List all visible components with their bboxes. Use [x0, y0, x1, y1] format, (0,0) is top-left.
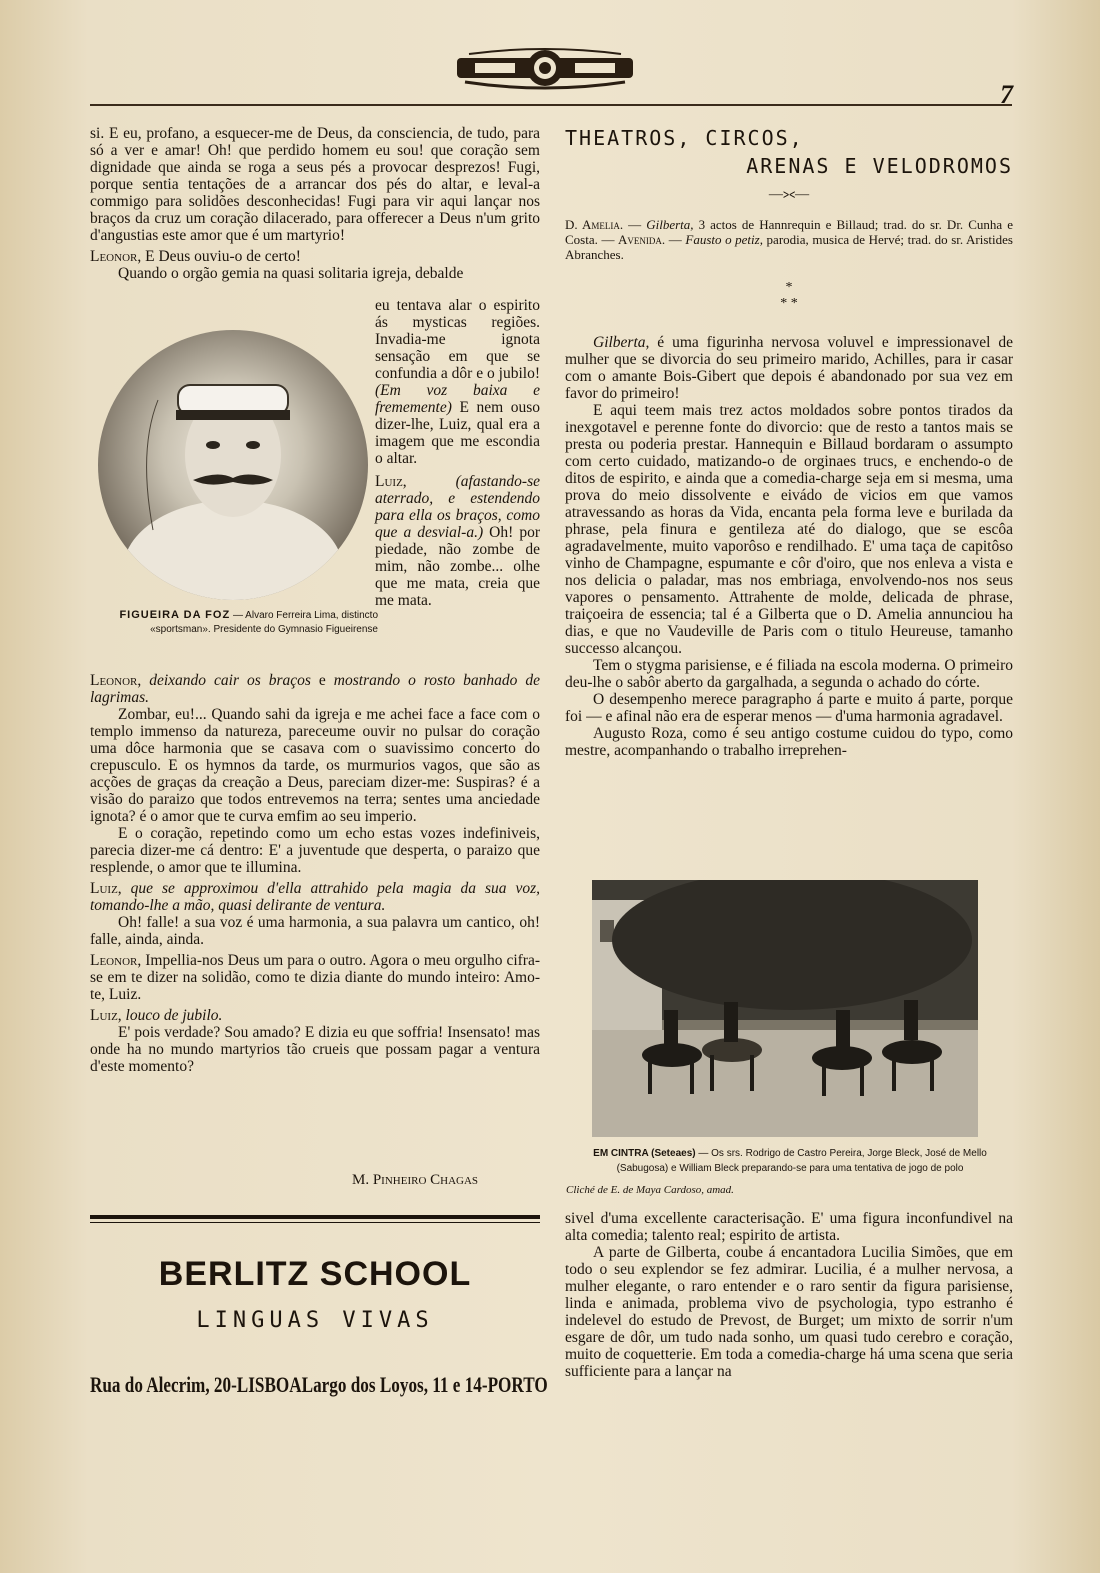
stage-direction: mostrando o rosto banhado de lagrimas.: [90, 672, 540, 706]
caption-place: FIGUEIRA DA FOZ: [119, 609, 231, 621]
address-porto: Largo dos Loyos, 11 e 14-PORTO: [301, 1372, 548, 1397]
theatre-listing: D. Amelia. — Gilberta, 3 actos de Hannrequin e Billaud; trad. do sr. Dr. Cunha e Costa. — Avenida. — Fausto o petiz, parodia, musica de Hervé; trad. do sr. Aristides Abranches.: [565, 217, 1013, 262]
paragraph: [90, 952, 540, 1003]
paragraph: E o coração, repetindo como um echo estas vozes indefiniveis, parecia dizer-me cá dentro: E' a juventude que desperta, o paraizo que resplende, o amor que te illumina.: [90, 825, 540, 876]
stage-direction: (afastando-se aterrado, e estendendo para ella os braços, como que a desvial-a.): [375, 473, 540, 541]
ad-divider: [90, 1215, 540, 1219]
paragraph: A parte de Gilberta, coube á encantadora Lucilia Simões, que em todo o seu explendor se fez admirar. Lucilia, é a mulher nervosa, a mulher elegante, o raro entender e o raro sentir da figura parisiense, linda e animada, problema vivo de psychologia, typo estranho é indelevel do estudo de Prevost, de Burget; um mixto de sorrir n'um esgare de dôr, um tudo nada sonho, um quasi tudo cerebro e coração, muito de coquetterie. Em toda a comedia-charge há uma scena que seria sufficiente para a lançar na: [565, 1244, 1013, 1380]
caption-place: EM CINTRA (Seteaes): [593, 1148, 696, 1159]
stage-direction: deixando cair os braços: [141, 672, 311, 689]
section-title-line2: ARENAS E VELODROMOS: [746, 154, 1013, 178]
speech: eu tentava alar o espirito ás mysticas regiões. Invadia-me ignota sensação em que se confundia a dôr e o jubilo!: [375, 297, 540, 382]
speaker-name: Leonor,: [90, 952, 142, 969]
theatre-name: D. Amelia.: [565, 217, 624, 232]
play-title: Gilberta,: [646, 217, 694, 232]
polo-riders-photo: [592, 880, 978, 1137]
header-rule: [90, 104, 1012, 106]
play-title: Gilberta,: [593, 334, 650, 351]
masthead-logo: [455, 44, 635, 92]
left-column: [90, 125, 540, 282]
paragraph: Zombar, eu!... Quando sahi da igreja e me achei face a face com o templo immenso da natureza, pareceume ouvir no pulsar do coração uma dôce harmonia que se casava com o suavissimo concerto do crepusculo. E os hymnos da tarde, os murmurios vagos, que são as acções de graças da creação a Deus, pareciam dizer-me: Suspiras? é a visão do paraizo que todos entrevemos na terra; sentes uma anciedade ignota? é o amor que te curva emfim ao seu imperio.: [90, 706, 540, 825]
section-title-line1: THEATROS, CIRCOS,: [565, 126, 804, 150]
photo-credit: Cliché de E. de Maya Cardoso, amad.: [566, 1184, 734, 1196]
caption-text: — Alvaro Ferreira Lima, distincto «sportsman». Presidente do Gymnasio Figueirense: [150, 610, 378, 635]
paragraph: Augusto Roza, como é seu antigo costume cuidou do typo, como mestre, acompanhando o trabalho irreprehen-: [565, 725, 1013, 759]
ornament-divider: —⪥—: [768, 187, 810, 202]
portrait-photo: [98, 330, 368, 600]
speaker-name: Luiz,: [90, 1007, 122, 1024]
right-column-lower: [565, 1210, 1013, 1380]
paragraph: E aqui teem mais trez actos moldados sobre pontos tirados da inexgotavel e perenne fonte do divorcio: que de resto a tantos mais se presta ou poderia prestar. Hannequin e Billaud bordaram o assumpto com certo cuidado, matizando-o de orginaes trucs, e enchendo-o de ditos de espirito, e ainda que a comedia-charge seja em si mesma, uma prova do meio dissolvente e eivádo de vicios em que vamos atravessando as horas da Vida, encanta pela forma leve e burilada da phrase, pela finura e gentileza até do dialogo, que se escôa agradavelmente, muito vaporôso e rendilhado. E' uma taça de capitôso vinho de Champagne, espumante e côr d'oiro, que nos enleva a vista e nos delicia o paladar, mas nos embriaga, envolvendo-nos nos seus vapores o pensamento. Attrahente de molde, delicada de phrase, traiçoeira de essencia; tal é a Gilberta que o D. Amelia annunciou ha dias, e que no Vaudeville de Paris com o titulo Heureuse, tamanho successo alcançou.: [565, 402, 1013, 657]
paragraph: sivel d'uma excellente caracterisação. E' uma figura inconfundivel na alta comedia; talento real; espirito de artista.: [565, 1210, 1013, 1244]
ad-subtitle: LINGUAS VIVAS: [196, 1308, 434, 1333]
paragraph: [90, 1007, 540, 1024]
theatre-name: Avenida.: [618, 232, 666, 247]
paragraph: [90, 248, 540, 265]
stage-direction: (Em voz baixa e frememente): [375, 382, 540, 416]
ad-title: BERLITZ SCHOOL: [158, 1255, 472, 1293]
speaker-name: Luiz,: [90, 880, 122, 897]
speech: E Deus ouviu-o de certo!: [141, 248, 301, 265]
speaker-name: Leonor,: [90, 672, 142, 689]
paragraph: [565, 334, 1013, 402]
listing-details: 3 actos de Hannrequin e Billaud; trad. do sr. Dr. Cunha e Costa. —: [565, 217, 1013, 247]
page-number: 7: [1000, 80, 1013, 109]
speech: E nem ouso dizer-lhe, Luiz, qual era a imagem que me escondia o altar.: [375, 399, 540, 467]
right-column: [565, 124, 1013, 759]
speech: Oh! por piedade, não zombe de mim, não zombe... olhe que me mata, creia que me mata.: [375, 524, 540, 609]
photo-caption: [566, 1146, 1014, 1176]
asterism: * * *: [780, 280, 798, 311]
man-with-cap-image: [98, 330, 368, 600]
paragraph: Oh! falle! a sua voz é uma harmonia, a sua palavra um cantico, oh! falle, ainda, ainda.: [90, 914, 540, 948]
paragraph: [90, 672, 540, 706]
stage-direction: louco de jubilo.: [121, 1007, 223, 1024]
ad-divider-thin: [90, 1222, 540, 1223]
left-column-lower: [90, 672, 540, 1075]
paragraph: Tem o stygma parisiense, e é filiada na escola moderna. O primeiro deu-lhe o sabôr aberto da gargalhada, a segunda o achado do córte.: [565, 657, 1013, 691]
paragraph: O desempenho merece paragrapho á parte e muito á parte, porque foi — e afinal não era de esperar menos — d'uma harmonia agradavel.: [565, 691, 1013, 725]
play-title: Fausto o petiz,: [685, 232, 763, 247]
ad-addresses: [90, 1372, 548, 1398]
portrait-caption: [88, 608, 378, 637]
connector: e: [310, 672, 334, 689]
paragraph: si. E eu, profano, a esquecer-me de Deus, da consciencia, de tudo, para só a ver e amar! Oh! que perdido homem eu sou! que coração sem dignidade que ainda se roga a seus pés a provocar desprezos! Fugi, porque sentia tentações de a arrancar dos pés do altar, e leval-a commigo para solidões desconhecidas! Fugi para vir aqui lançar nos braços da cruz um coração dilacerado, para offerecer a Deus n'um grito d'angustias este amor que é um martyrio!: [90, 125, 540, 244]
review-text: é uma figurinha nervosa voluvel e impressionavel de mulher que se divorcia do seu primeiro marido, Achilles, para ir casar com o amante Bois-Gibert que depois é abandonado por sua vez em favor do primeiro!: [565, 334, 1013, 402]
paragraph: [375, 473, 540, 609]
speaker-name: Leonor,: [90, 248, 142, 265]
paragraph: E' pois verdade? Sou amado? E dizia eu que soffria! Insensato! mas onde ha no mundo martyrios tão crueis que possam pagar a ventura d'este momento?: [90, 1024, 540, 1075]
speaker-name: Luiz,: [375, 473, 407, 490]
address-lisboa: Rua do Alecrim, 20-LISBOA: [90, 1372, 302, 1397]
paragraph: [375, 297, 540, 467]
paragraph: Quando o orgão gemia na quasi solitaria igreja, debalde: [118, 265, 464, 282]
author-signature: M. Pinheiro Chagas: [352, 1172, 479, 1188]
stage-direction: que se approximou d'ella attrahido pela magia da sua voz, tomando-lhe a mão, quasi delirante de ventura.: [90, 880, 540, 914]
speech: Impellia-nos Deus um para o outro. Agora o meu orgulho cifra-se em te dizer na solidão, como te dizia diante do mundo inteiro: Amo-te, Luiz.: [90, 952, 540, 1003]
text-beside-portrait: [375, 297, 540, 609]
caption-text: — Os srs. Rodrigo de Castro Pereira, Jorge Bleck, José de Mello (Sabugosa) e William Bleck preparando-se para uma tentativa de jogo de polo: [616, 1148, 987, 1174]
paragraph: [90, 880, 540, 914]
listing-details: parodia, musica de Hervé; trad. do sr. Aristides Abranches.: [565, 232, 1013, 262]
